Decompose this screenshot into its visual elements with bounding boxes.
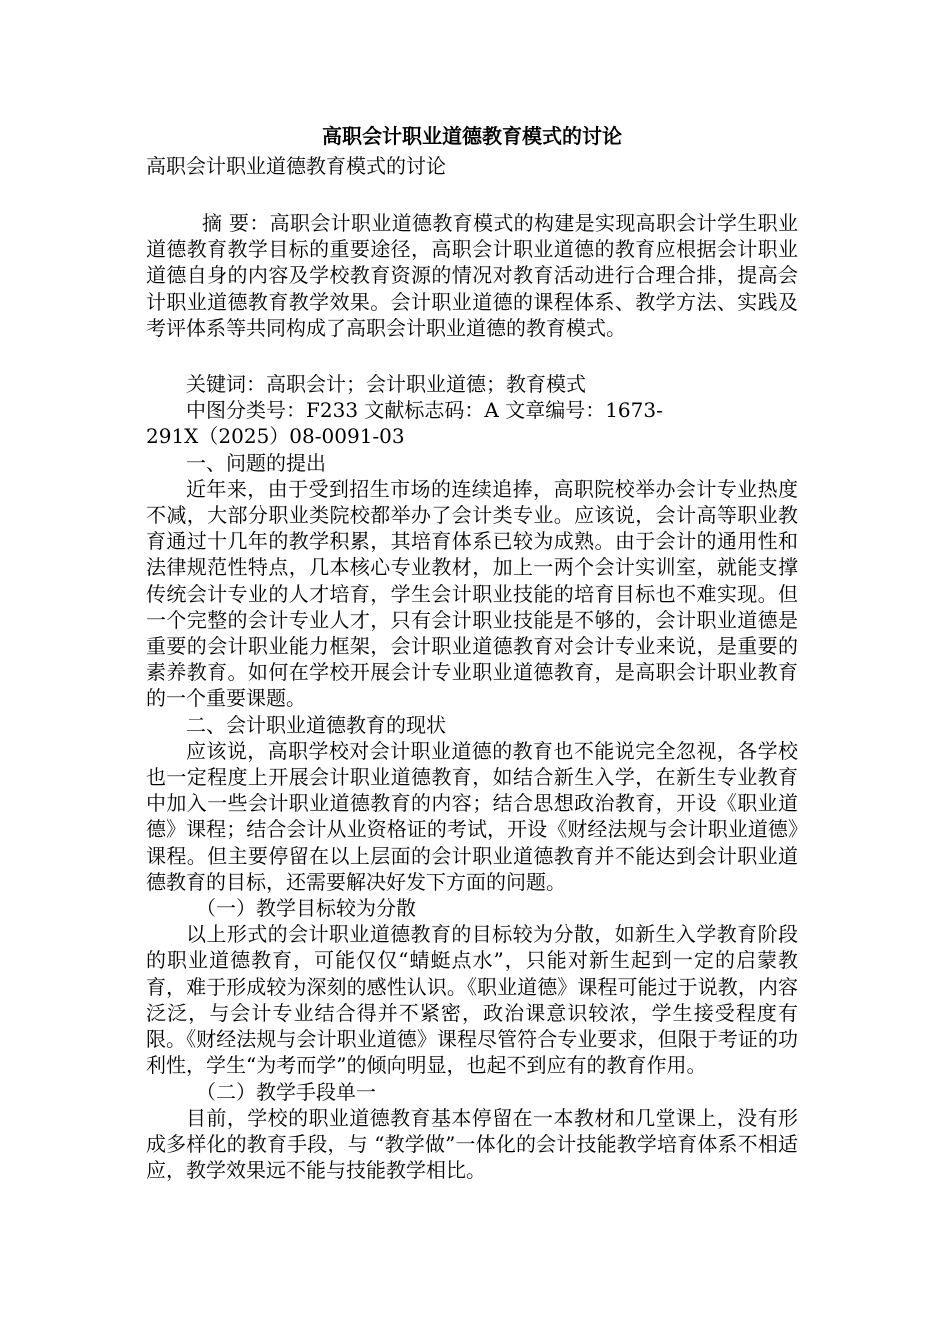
keywords-line: 关键词：高职会计；会计职业道德；教育模式 — [186, 372, 586, 397]
document-subtitle: 高职会计职业道德教育模式的讨论 — [146, 154, 446, 178]
classification-line-continued: 291X（2025）08-0091-03 — [146, 424, 405, 449]
subsection-heading-1: （一）教学目标较为分散 — [196, 896, 416, 921]
document-page — [146, 120, 798, 1183]
subsection-heading-2: （二）教学手段单一 — [196, 1079, 376, 1104]
section-2-paragraph: 应该说，高职学校对会计职业道德的教育也不能说完全忽视，各学校也一定程度上开展会计职业道德教育，如结合新生入学，在新生专业教育中加入一些会计职业道德教育的内容；结合思想政治教育，开设《职业道德》课程；结合会计从业资格证的考试，开设《财经法规与会计职业道德》课程。但主要停留在以上层面的会计职业道德教育并不能达到会计职业道德教育的目标，还需要解决好发下方面的问题。 — [146, 738, 798, 894]
subsection-2-paragraph: 目前，学校的职业道德教育基本停留在一本教材和几堂课上，没有形成多样化的教育手段，与 “教学做”一体化的会计技能教学培育体系不相适应，教学效果远不能与技能教学相比。 — [146, 1105, 798, 1183]
document-title: 高职会计职业道德教育模式的讨论 — [322, 124, 622, 148]
section-heading-1: 一、问题的提出 — [186, 450, 326, 475]
section-1-paragraph: 近年来，由于受到招生市场的连续追捧，高职院校举办会计专业热度不减，大部分职业类院校都举办了会计类专业。应该说，会计高等职业教育通过十几年的教学积累，其培育体系已较为成熟。由于会计的通用性和法律规范性特点，几本核心专业教材，加上一两个会计实训室，就能支撑传统会计专业的人才培育，学生会计职业技能的培育目标也不难实现。但一个完整的会计专业人才，只有会计职业技能是不够的，会计职业道德是重要的会计职业能力框架，会计职业道德教育对会计专业来说，是重要的素养教育。如何在学校开展会计专业职业道德教育，是高职会计职业教育的一个重要课题。 — [146, 476, 798, 711]
classification-line: 中图分类号：F233 文献标志码：A 文章编号：1673- — [186, 398, 663, 423]
abstract-paragraph: 摘 要：高职会计职业道德教育模式的构建是实现高职会计学生职业道德教育教学目标的重要途径，高职会计职业道德的教育应根据会计职业道德自身的内容及学校教育资源的情况对教育活动进行合理合排，提高会计职业道德教育教学效果。会计职业道德的课程体系、教学方法、实践及考评体系等共同构成了高职会计职业道德的教育模式。 — [146, 211, 798, 340]
subsection-1-paragraph: 以上形式的会计职业道德教育的目标较为分散，如新生入学教育阶段的职业道德教育，可能仅仅“蜻蜓点水”，只能对新生起到一定的启蒙教育，难于形成较为深刻的感性认识。《职业道德》课程可能过于说教，内容泛泛，与会计专业结合得并不紧密，政治课意识较浓，学生接受程度有限。《财经法规与会计职业道德》课程尽管符合专业要求，但限于考证的功利性，学生“为考而学”的倾向明显，也起不到应有的教育作用。 — [146, 922, 798, 1078]
section-heading-2: 二、会计职业道德教育的现状 — [186, 712, 446, 737]
